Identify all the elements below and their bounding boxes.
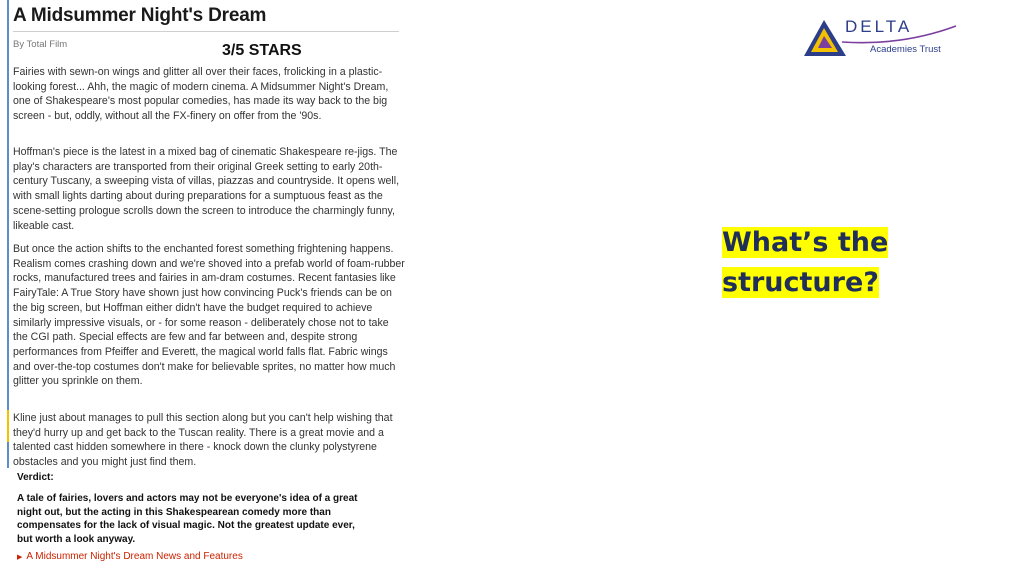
structure-question [722, 223, 892, 303]
paragraph-1: Fairies with sewn-on wings and glitter all over their faces, frolicking in a plastic-looking forest... Ahh, the magic of modern cinema. A Midsummer Night's Dream, one of Shakespeare's most popular comedies, has made its way back to the big screen - but, oddly, without all the FX-finery on offer from the '90s. [13, 66, 389, 123]
verdict-text: A tale of fairies, lovers and actors may not be everyone's idea of a great night out, but the acting in this Shakespearean comedy more than compensates for the lack of visual magic. Not the greatest update ever, but worth a look anyway. [17, 493, 358, 545]
logo-subtitle: Academies Trust [870, 44, 941, 55]
triangle-right-icon: ▶ [17, 554, 23, 561]
byline: By Total Film [13, 39, 68, 50]
logo-word: DELTA [845, 17, 913, 36]
verdict-heading: Verdict: [17, 472, 54, 483]
question-line-2: structure? [722, 267, 879, 298]
paragraph-4: Kline just about manages to pull this section along but you can't help wishing that they'd hurry up and get back to the Tuscan reality. There is a great movie and a talented cast hidden somewhere in there - knock down the clunky polystyrene obstacles and you might just find them. [13, 412, 393, 469]
news-features-link-label: A Midsummer Night's Dream News and Features [26, 551, 243, 562]
star-rating: 3/5 STARS [222, 42, 302, 59]
margin-highlight-mark [7, 410, 9, 442]
paragraph-3: But once the action shifts to the enchanted forest something frightening happens. Realism comes crashing down and we're shoved into a prefab world of foam-rubber rocks, manufactured trees and fairies in am-dram costumes. Recent fantasies like FairyTale: A True Story have shown just how convincing Puck's friends can be on the big screen, but Hoffman either didn't have the budget required to achieve similarly impressive visuals, or - for some reason - deliberately chose not to take the CGI path. Special effects are few and far between and, despite strong performances from Pfeiffer and Everett, the magical world falls flat. Fabric wings and over-the-top costumes don't make for believable sprites, no matter how much glitter you sprinkle on them. [13, 243, 405, 388]
title-divider [13, 31, 399, 32]
article-title: A Midsummer Night's Dream [13, 5, 267, 26]
paragraph-2: Hoffman's piece is the latest in a mixed bag of cinematic Shakespeare re-jigs. The play's characters are transported from their original Greek setting to early 20th-century Tuscany, a sweeping vista of villas, piazzas and countryside. It opens well, with small lights darting about during preparations for a sumptuous feast as the scene-setting prologue scrolls down the screen to introduce the charmingly funny, likeable cast. [13, 146, 400, 232]
question-line-1: What’s the [722, 227, 889, 258]
delta-academies-logo [802, 16, 960, 60]
news-features-link[interactable] [17, 551, 243, 562]
